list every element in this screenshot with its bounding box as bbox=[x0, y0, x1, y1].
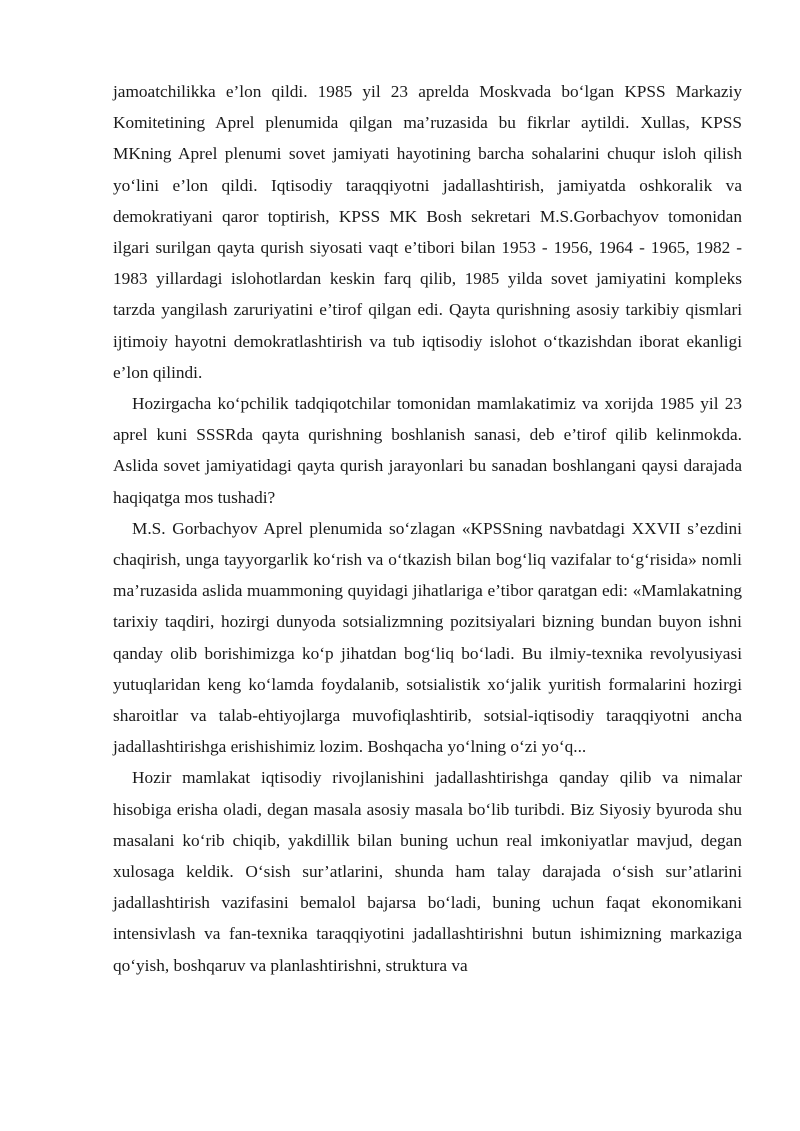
paragraph: Hozir mamlakat iqtisodiy rivojlanishini jadallashtirishga qanday qilib va nimalar hisobiga erisha oladi, degan masala asosiy masala bo‘lib turibdi. Biz Siyosiy byuroda shu masalani ko‘rib chiqib, yakdillik bilan buning uchun real imkoniyatlar mavjud, degan xulosaga keldik. O‘sish sur’atlarini, shunda ham talay darajada o‘sish sur’atlarini jadallashtirish vazifasini bemalol bajarsa bo‘ladi, buning uchun faqat ekonomikani intensivlash va fan-texnika taraqqiyotini jadallashtirishni butun ishimizning markaziga qo‘yish, boshqaruv va planlashtirishni, struktura va bbox=[113, 768, 742, 975]
document-page bbox=[113, 76, 742, 981]
paragraph-continuation: jamoatchilikka e’lon qildi. 1985 yil 23 aprelda Moskvada bo‘lgan KPSS Markaziy Komitetining Aprel plenumida qilgan ma’ruzasida bu fikrlar aytildi. Xullas, KPSS MKning Aprel plenumi sovet jamiyati hayotining barcha sohalarini chuqur isloh qilish yo‘lini e’lon qildi. Iqtisodiy taraqqiyotni jadallashtirish, jamiyatda oshkoralik va demokratiyani qaror toptirish, KPSS MK Bosh sekretari M.S.Gorbachyov tomonidan ilgari surilgan qayta qurish siyosati vaqt e’tibori bilan 1953 - 1956, 1964 - 1965, 1982 - 1983 yillardagi islohotlardan keskin farq qilib, 1985 yilda sovet jamiyatini kompleks tarzda yangilash zaruriyatini e’tirof qilgan edi. Qayta qurishning asosiy tarkibiy qismlari ijtimoiy hayotni demokratlashtirish va tub iqtisodiy islohot o‘tkazishdan iborat ekanligi e’lon qilindi. bbox=[113, 82, 742, 382]
paragraph: M.S. Gorbachyov Aprel plenumida so‘zlagan «KPSSning navbatdagi XXVII s’ezdini chaqirish, unga tayyorgarlik ko‘rish va o‘tkazish bilan bog‘liq vazifalar to‘g‘risida» nomli ma’ruzasida aslida muammoning quyidagi jihatlariga e’tibor qaratgan edi: «Mamlakatning tarixiy taqdiri, hozirgi dunyoda sotsializmning pozitsiyalari bizning bundan buyon ishni qanday olib borishimizga ko‘p jihatdan bog‘liq bo‘ladi. Bu ilmiy-texnika revolyusiyasi yutuqlaridan keng ko‘lamda foydalanib, sotsialistik xo‘jalik yuritish formalarini hozirgi sharoitlar va talab-ehtiyojlarga muvofiqlashtirib, sotsial-iqtisodiy taraqqiyotni ancha jadallashtirishga erishishimiz lozim. Boshqacha yo‘lning o‘zi yo‘q... bbox=[113, 518, 742, 757]
paragraph: Hozirgacha ko‘pchilik tadqiqotchilar tomonidan mamlakatimiz va xorijda 1985 yil 23 aprel kuni SSSRda qayta qurishning boshlanish sanasi, deb e’tirof qilib kelinmokda. Aslida sovet jamiyatidagi qayta qurish jarayonlari bu sanadan boshlangani qaysi darajada haqiqatga mos tushadi? bbox=[113, 394, 742, 507]
